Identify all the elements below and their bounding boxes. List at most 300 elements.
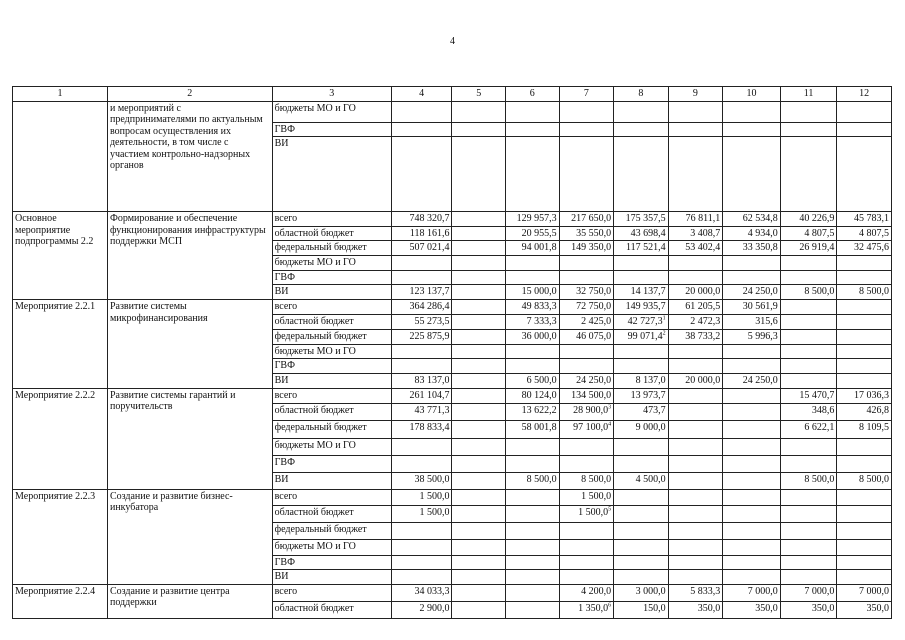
value-cell (452, 555, 506, 570)
event-label: Мероприятие 2.2.3 (13, 489, 108, 584)
funding-source: всего (272, 584, 391, 601)
value-cell (723, 226, 781, 241)
funding-source: федеральный бюджет (272, 522, 391, 539)
value-cell (723, 403, 781, 420)
header-row (13, 87, 892, 102)
funding-source: бюджеты МО и ГО (272, 344, 391, 359)
value-cell (506, 438, 560, 455)
value-cell (614, 285, 669, 300)
value-text: 7 000,0 (804, 585, 835, 597)
funding-source: ГВФ (272, 455, 391, 472)
value-cell (506, 101, 560, 122)
value-cell (723, 420, 781, 438)
value-cell (723, 344, 781, 359)
column-header: 8 (614, 87, 669, 102)
value-cell (506, 539, 560, 555)
funding-source: ВИ (272, 137, 391, 212)
value-text: 8 500,0 (804, 286, 835, 297)
value-text: 1 500,0 (578, 506, 609, 518)
value-cell (452, 270, 506, 285)
value-cell (668, 403, 723, 420)
value-text: 217 650,0 (571, 213, 612, 224)
value-cell (391, 555, 452, 570)
table-row (13, 212, 892, 227)
value-text: 38 500,0 (414, 473, 450, 485)
value-text: 24 250,0 (576, 374, 612, 386)
value-text: 76 811,1 (685, 213, 721, 224)
column-header: 5 (452, 87, 506, 102)
value-text: 4 807,5 (859, 227, 889, 239)
value-cell (559, 438, 614, 455)
value-cell (452, 505, 506, 522)
value-text: 97 100,0 (573, 421, 609, 433)
value-cell (452, 388, 506, 403)
value-cell (391, 420, 452, 438)
value-cell (614, 122, 669, 137)
value-text: 36 000,0 (521, 330, 557, 342)
value-cell (614, 388, 669, 403)
value-text: 8 500,0 (859, 286, 889, 297)
value-cell (614, 137, 669, 212)
value-cell (780, 472, 837, 489)
value-cell (780, 438, 837, 455)
value-cell (723, 570, 781, 585)
value-cell (837, 256, 892, 271)
value-text: 28 900,0 (573, 404, 609, 416)
value-cell (452, 403, 506, 420)
value-cell (668, 241, 723, 256)
funding-source: областной бюджет (272, 314, 391, 329)
value-text: 2 425,0 (581, 315, 612, 327)
value-text: 4 500,0 (635, 473, 666, 485)
value-text: 26 919,4 (799, 242, 835, 253)
value-cell (559, 373, 614, 388)
value-cell (452, 584, 506, 601)
funding-source: ГВФ (272, 122, 391, 137)
value-text: 42 727,3 (627, 315, 663, 327)
value-text: 4 807,5 (804, 227, 835, 239)
value-cell (668, 122, 723, 137)
value-cell (780, 241, 837, 256)
value-text: 62 534,8 (742, 213, 778, 224)
value-cell (723, 285, 781, 300)
value-cell (452, 241, 506, 256)
value-cell (780, 101, 837, 122)
value-text: 53 402,4 (685, 242, 721, 253)
value-text: 149 350,0 (571, 242, 612, 253)
value-cell (391, 122, 452, 137)
value-cell (559, 256, 614, 271)
value-cell (452, 472, 506, 489)
value-cell (723, 212, 781, 227)
value-text: 38 733,2 (685, 330, 721, 342)
value-text: 1 500,0 (419, 490, 450, 502)
event-description: Формирование и обеспечение функционирования инфраструктуры поддержки МСП (107, 212, 272, 300)
value-cell (614, 555, 669, 570)
value-text: 7 000,0 (859, 585, 889, 597)
value-cell (506, 420, 560, 438)
value-text: 8 109,5 (859, 421, 889, 433)
value-cell (452, 285, 506, 300)
value-cell (723, 373, 781, 388)
value-cell (391, 505, 452, 522)
value-cell (559, 241, 614, 256)
value-text: 34 033,3 (414, 585, 450, 597)
value-cell (668, 256, 723, 271)
value-text: 43 698,4 (630, 227, 666, 239)
value-cell (668, 359, 723, 374)
value-cell (723, 489, 781, 505)
value-cell (559, 285, 614, 300)
value-cell (452, 539, 506, 555)
value-cell (780, 314, 837, 329)
value-cell (452, 329, 506, 344)
funding-source: областной бюджет (272, 403, 391, 420)
value-text: 83 137,0 (414, 374, 450, 386)
value-cell (668, 101, 723, 122)
value-cell (506, 122, 560, 137)
value-cell (614, 438, 669, 455)
value-cell (559, 270, 614, 285)
value-cell (837, 226, 892, 241)
value-text: 13 622,2 (521, 404, 557, 416)
value-cell (506, 344, 560, 359)
value-cell (780, 137, 837, 212)
value-cell (614, 241, 669, 256)
value-cell (506, 256, 560, 271)
value-cell (614, 584, 669, 601)
funding-source: бюджеты МО и ГО (272, 256, 391, 271)
event-label: Мероприятие 2.2.4 (13, 584, 108, 618)
column-header: 12 (837, 87, 892, 102)
funding-source: федеральный бюджет (272, 420, 391, 438)
value-cell (668, 455, 723, 472)
value-text: 117 521,4 (626, 242, 666, 253)
value-cell (506, 329, 560, 344)
value-cell (723, 388, 781, 403)
value-cell (780, 455, 837, 472)
value-cell (559, 314, 614, 329)
value-cell (391, 438, 452, 455)
value-cell (506, 359, 560, 374)
value-cell (723, 359, 781, 374)
value-cell (780, 270, 837, 285)
value-cell (452, 373, 506, 388)
value-cell (559, 344, 614, 359)
value-text: 261 104,7 (409, 389, 450, 401)
value-cell (506, 505, 560, 522)
value-text: 15 000,0 (521, 286, 557, 297)
value-cell (506, 285, 560, 300)
value-text: 748 320,7 (409, 213, 450, 224)
value-cell (559, 101, 614, 122)
value-cell (668, 212, 723, 227)
value-text: 8 500,0 (526, 473, 557, 485)
value-cell (614, 344, 669, 359)
value-cell (723, 270, 781, 285)
value-text: 30 561,9 (742, 301, 778, 312)
value-cell (391, 584, 452, 601)
value-cell (614, 455, 669, 472)
value-cell (391, 472, 452, 489)
value-cell (837, 472, 892, 489)
footnote-marker: 1 (662, 315, 666, 322)
value-cell (506, 601, 560, 618)
value-cell (723, 505, 781, 522)
value-cell (780, 285, 837, 300)
value-cell (506, 300, 560, 315)
event-label: Мероприятие 2.2.2 (13, 388, 108, 489)
value-text: 2 900,0 (419, 602, 450, 614)
value-text: 6 500,0 (526, 374, 557, 386)
value-cell (780, 489, 837, 505)
value-cell (559, 388, 614, 403)
value-text: 178 833,4 (409, 421, 450, 433)
value-cell (452, 344, 506, 359)
value-cell (668, 388, 723, 403)
value-cell (837, 314, 892, 329)
value-cell (614, 403, 669, 420)
funding-source: ГВФ (272, 555, 391, 570)
value-cell (723, 584, 781, 601)
value-cell (780, 505, 837, 522)
event-label (13, 101, 108, 212)
value-cell (452, 314, 506, 329)
value-cell (780, 226, 837, 241)
value-cell (506, 472, 560, 489)
value-cell (559, 359, 614, 374)
value-cell (614, 101, 669, 122)
value-text: 4 934,0 (747, 227, 778, 239)
value-cell (723, 137, 781, 212)
funding-source: бюджеты МО и ГО (272, 539, 391, 555)
column-header: 10 (723, 87, 781, 102)
funding-source: федеральный бюджет (272, 241, 391, 256)
table-row (13, 101, 892, 122)
value-cell (780, 212, 837, 227)
value-cell (837, 403, 892, 420)
value-cell (391, 256, 452, 271)
value-cell (559, 300, 614, 315)
value-cell (559, 584, 614, 601)
value-text: 45 783,1 (854, 213, 889, 224)
value-text: 13 973,7 (630, 389, 666, 401)
value-text: 7 333,3 (526, 315, 557, 327)
value-cell (559, 539, 614, 555)
value-cell (837, 122, 892, 137)
value-cell (452, 420, 506, 438)
value-cell (452, 101, 506, 122)
value-text: 134 500,0 (571, 389, 612, 401)
value-cell (506, 212, 560, 227)
column-header: 1 (13, 87, 108, 102)
value-text: 4 200,0 (581, 585, 612, 597)
value-text: 1 500,0 (581, 490, 612, 502)
value-text: 5 996,3 (747, 330, 778, 342)
value-cell (391, 359, 452, 374)
value-cell (668, 522, 723, 539)
value-cell (452, 300, 506, 315)
value-cell (668, 344, 723, 359)
value-text: 58 001,8 (521, 421, 557, 433)
value-cell (837, 505, 892, 522)
value-cell (780, 601, 837, 618)
value-cell (780, 584, 837, 601)
value-cell (668, 300, 723, 315)
value-cell (452, 522, 506, 539)
funding-source: областной бюджет (272, 226, 391, 241)
value-cell (559, 226, 614, 241)
funding-source: федеральный бюджет (272, 329, 391, 344)
value-text: 348,6 (811, 404, 835, 416)
value-cell (723, 601, 781, 618)
value-cell (668, 472, 723, 489)
value-cell (668, 601, 723, 618)
value-cell (780, 420, 837, 438)
value-text: 14 137,7 (630, 286, 666, 297)
value-text: 46 075,0 (576, 330, 612, 342)
funding-source: всего (272, 388, 391, 403)
value-cell (391, 570, 452, 585)
value-text: 32 750,0 (576, 286, 612, 297)
value-cell (837, 489, 892, 505)
value-cell (391, 270, 452, 285)
event-description: Создание и развитие центра поддержки (107, 584, 272, 618)
value-cell (723, 522, 781, 539)
value-cell (837, 212, 892, 227)
value-cell (668, 489, 723, 505)
value-text: 99 071,4 (627, 330, 663, 342)
value-cell (837, 137, 892, 212)
value-text: 507 021,4 (409, 242, 450, 253)
value-text: 61 205,5 (685, 301, 721, 312)
value-cell (559, 505, 614, 522)
value-text: 8 500,0 (859, 473, 889, 485)
value-text: 426,8 (866, 404, 889, 416)
funding-source: бюджеты МО и ГО (272, 101, 391, 122)
value-text: 9 000,0 (635, 421, 666, 433)
value-cell (559, 403, 614, 420)
value-text: 123 137,7 (409, 286, 450, 297)
funding-source: ГВФ (272, 359, 391, 374)
value-cell (452, 256, 506, 271)
value-cell (506, 455, 560, 472)
value-cell (614, 505, 669, 522)
value-cell (614, 601, 669, 618)
value-cell (723, 122, 781, 137)
footnote-marker: 2 (662, 330, 666, 337)
value-cell (391, 601, 452, 618)
value-cell (668, 226, 723, 241)
value-cell (837, 420, 892, 438)
value-cell (614, 539, 669, 555)
value-cell (837, 555, 892, 570)
value-text: 15 470,7 (799, 389, 835, 401)
value-cell (614, 314, 669, 329)
value-cell (837, 270, 892, 285)
funding-source: ВИ (272, 570, 391, 585)
value-cell (559, 555, 614, 570)
value-cell (452, 359, 506, 374)
value-cell (723, 555, 781, 570)
value-text: 3 000,0 (635, 585, 666, 597)
value-text: 72 750,0 (576, 301, 612, 312)
value-text: 350,0 (755, 602, 778, 614)
value-text: 43 771,3 (414, 404, 450, 416)
value-text: 1 350,0 (578, 602, 609, 614)
funding-source: всего (272, 212, 391, 227)
value-cell (837, 584, 892, 601)
value-text: 8 500,0 (581, 473, 612, 485)
value-cell (559, 472, 614, 489)
value-cell (559, 137, 614, 212)
value-cell (780, 359, 837, 374)
value-cell (614, 570, 669, 585)
value-cell (837, 300, 892, 315)
value-cell (614, 472, 669, 489)
value-cell (780, 539, 837, 555)
value-cell (391, 388, 452, 403)
value-cell (837, 455, 892, 472)
event-description: Развитие системы гарантий и поручительств (107, 388, 272, 489)
value-cell (559, 489, 614, 505)
value-cell (837, 101, 892, 122)
value-cell (559, 329, 614, 344)
value-cell (837, 373, 892, 388)
funding-source: ВИ (272, 472, 391, 489)
table-row (13, 489, 892, 505)
footnote-marker: 3 (608, 404, 612, 411)
value-text: 94 001,8 (521, 242, 557, 253)
value-cell (723, 438, 781, 455)
value-cell (391, 314, 452, 329)
value-cell (837, 438, 892, 455)
value-cell (452, 122, 506, 137)
value-cell (452, 601, 506, 618)
value-text: 2 472,3 (690, 315, 721, 327)
value-cell (837, 359, 892, 374)
value-text: 40 226,9 (799, 213, 835, 224)
value-cell (559, 212, 614, 227)
value-text: 149 935,7 (625, 301, 666, 312)
value-cell (506, 226, 560, 241)
value-cell (506, 270, 560, 285)
value-text: 3 408,7 (690, 227, 721, 239)
column-header: 11 (780, 87, 837, 102)
funding-source: областной бюджет (272, 601, 391, 618)
budget-table (12, 86, 892, 619)
value-cell (391, 226, 452, 241)
value-cell (780, 256, 837, 271)
value-cell (452, 570, 506, 585)
value-cell (780, 344, 837, 359)
value-cell (614, 420, 669, 438)
column-header: 7 (559, 87, 614, 102)
value-cell (668, 329, 723, 344)
value-cell (668, 314, 723, 329)
value-cell (668, 373, 723, 388)
value-text: 315,6 (755, 315, 778, 327)
value-text: 150,0 (643, 602, 666, 614)
column-header: 3 (272, 87, 391, 102)
value-cell (391, 455, 452, 472)
value-cell (506, 570, 560, 585)
funding-source: ГВФ (272, 270, 391, 285)
value-cell (780, 570, 837, 585)
event-label: Основное мероприятие подпрограммы 2.2 (13, 212, 108, 300)
value-text: 1 500,0 (419, 506, 450, 518)
value-cell (391, 101, 452, 122)
